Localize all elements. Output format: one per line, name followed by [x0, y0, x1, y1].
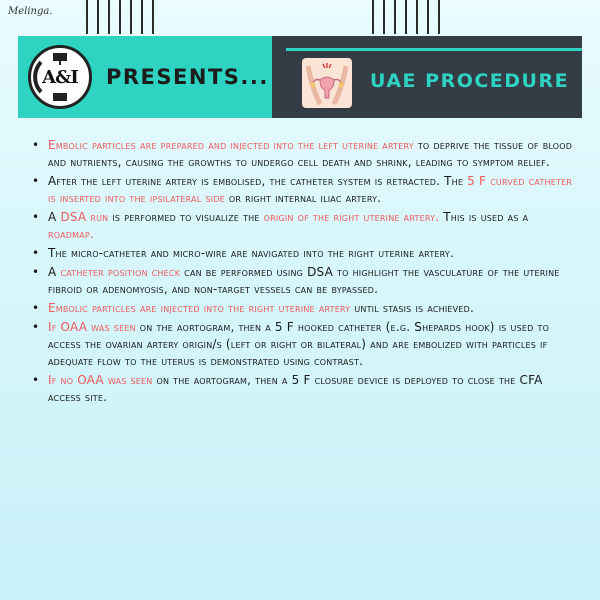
decorative-bars-right [372, 0, 452, 34]
header-right-panel [272, 36, 582, 118]
list-item: • Embolic particles are injected into the right uterine artery until stasis is achieved. [28, 300, 573, 317]
list-item: • If no OAA was seen on the aortogram, then a 5 F closure device is deployed to close the CFA access site. [28, 372, 573, 406]
list-item: • If OAA was seen on the aortogram, then a 5 F hooked catheter (e.g. Shepards hook) is used to access the ovarian artery origin/s (left or right or bilateral) and are embolized with particles if adequate flow to the uterus is demonstrated using contrast. [28, 319, 573, 370]
list-item: • Embolic particles are prepared and injected into the left uterine artery to deprive the tissue of blood and nutrients, causing the growths to undergo cell death and shrink, leading to symptom relief. [28, 137, 573, 171]
list-item: • After the left uterine artery is embolised, the catheter system is retracted. The 5 F curved catheter is inserted into the ipsilateral side or right internal iliac artery. [28, 173, 573, 207]
decorative-bars-left [86, 0, 166, 34]
accent-line [286, 48, 582, 51]
list-item: • A catheter position check can be performed using DSA to highlight the vasculature of the uterine fibroid or adenomyosis, and non-target vessels can be bypassed. [28, 264, 573, 298]
procedure-steps [28, 137, 573, 408]
presents-heading: PRESENTS... [106, 65, 269, 89]
list-item: • A DSA run is performed to visualize the origin of the right uterine artery. This is used as a roadmap. [28, 209, 573, 243]
procedure-title: UAE PROCEDURE [370, 70, 570, 92]
list-item: • The micro-catheter and micro-wire are navigated into the right uterine artery. [28, 245, 573, 262]
logo [28, 45, 92, 109]
logo-text: A&I [42, 66, 78, 88]
header-left-panel [18, 36, 272, 118]
uterus-icon [302, 58, 352, 108]
author-signature: Melinga. [8, 6, 53, 17]
